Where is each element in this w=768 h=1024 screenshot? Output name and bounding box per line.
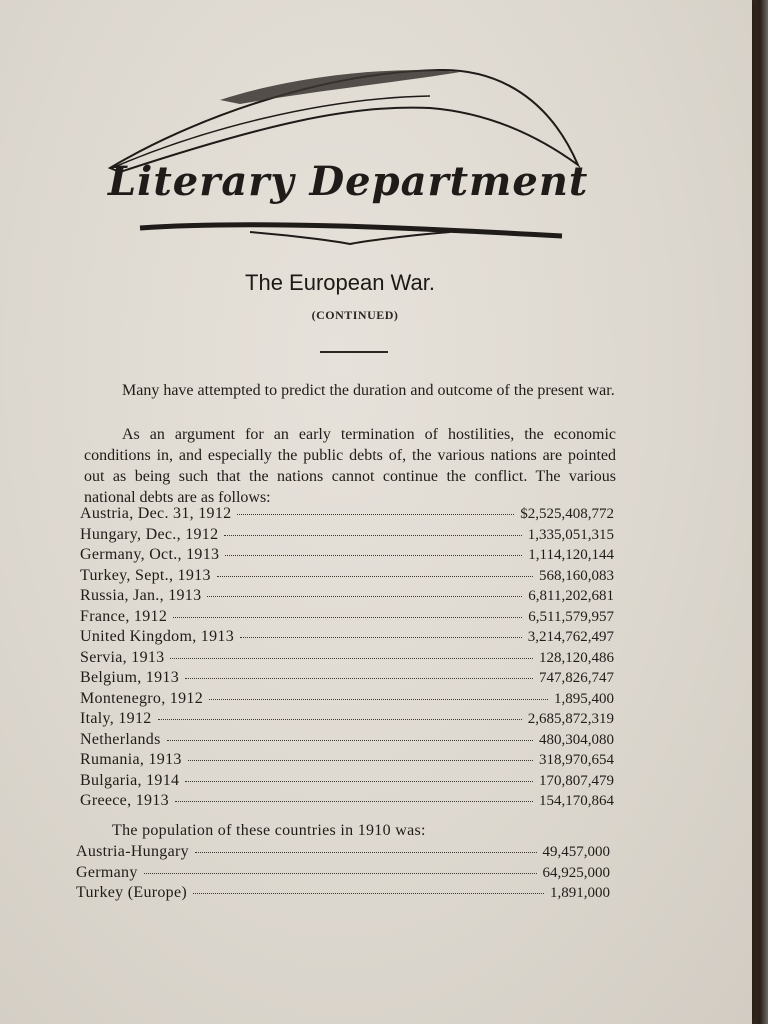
- intro-paragraph: Many have attempted to predict the duration and outcome of the present war.: [122, 382, 615, 399]
- debt-country: Montenegro, 1912: [80, 689, 204, 707]
- debt-row: [80, 546, 614, 567]
- debt-country: Russia, Jan., 1913: [80, 587, 202, 604]
- debt-country: Germany, Oct., 1913: [80, 546, 220, 563]
- population-row: [76, 864, 610, 885]
- quill-pen-illustration: [100, 60, 600, 250]
- national-debts-list: [80, 505, 614, 813]
- debt-amount: 480,304,080: [539, 731, 614, 748]
- debt-row: [80, 731, 614, 752]
- debt-amount: 318,970,654: [539, 752, 614, 768]
- article-title: The European War.: [245, 270, 435, 295]
- debt-row: [80, 567, 614, 588]
- debt-amount: 3,214,762,497: [527, 629, 614, 645]
- population-row: [76, 884, 610, 905]
- leader-dots: [175, 801, 533, 802]
- leader-dots: [217, 576, 533, 577]
- leader-dots: [209, 699, 548, 700]
- population-country: Austria-Hungary: [76, 843, 189, 860]
- leader-dots: [185, 781, 533, 782]
- debt-country: France, 1912: [80, 607, 168, 625]
- debt-row: [80, 628, 614, 649]
- debt-country: Bulgaria, 1914: [80, 771, 180, 789]
- debt-row: [80, 772, 614, 793]
- debt-country: Turkey, Sept., 1913: [80, 566, 211, 584]
- masthead-text: Literary Department: [108, 158, 589, 205]
- leader-dots: [207, 596, 522, 597]
- debt-row: [80, 751, 614, 772]
- leader-dots: [195, 852, 537, 853]
- literary-department-masthead: [108, 158, 608, 218]
- debt-amount: 170,807,479: [539, 772, 614, 789]
- population-amount: 49,457,000: [542, 844, 610, 860]
- debt-country: Greece, 1913: [80, 792, 169, 809]
- leader-dots: [193, 893, 544, 894]
- debt-country: Austria, Dec. 31, 1912: [80, 505, 232, 522]
- leader-dots: [185, 678, 533, 679]
- debt-amount: 2,685,872,319: [527, 711, 614, 727]
- argument-paragraph: As an argument for an early termination of hostilities, the economic conditions in, and especially the public debts of, the various nations are pointed out as being such that the nations cannot continue the conflict. The various national debts are as follows:: [84, 426, 616, 506]
- debt-amount: 1,335,051,315: [527, 526, 614, 543]
- debt-row: [80, 669, 614, 690]
- debt-amount: 6,511,579,957: [528, 608, 614, 625]
- debt-row: [80, 690, 614, 711]
- population-country: Turkey (Europe): [76, 884, 187, 901]
- leader-dots: [144, 873, 537, 874]
- debt-row: [80, 792, 614, 813]
- population-list: [76, 843, 610, 905]
- debt-amount: 1,895,400: [554, 690, 614, 707]
- debt-country: Hungary, Dec., 1912: [80, 525, 219, 543]
- leader-dots: [224, 535, 521, 536]
- debt-country: Rumania, 1913: [80, 751, 182, 768]
- debt-country: Italy, 1912: [80, 710, 152, 727]
- debt-amount: 6,811,202,681: [528, 588, 614, 604]
- population-country: Germany: [76, 863, 138, 881]
- leader-dots: [188, 760, 533, 761]
- debt-row: [80, 710, 614, 731]
- leader-dots: [240, 637, 522, 638]
- leader-dots: [225, 555, 522, 556]
- leader-dots: [170, 658, 533, 659]
- debt-country: United Kingdom, 1913: [80, 628, 234, 645]
- debt-amount: 568,160,083: [539, 567, 614, 584]
- leader-dots: [167, 740, 533, 741]
- leader-dots: [237, 514, 514, 515]
- debt-row: [80, 608, 614, 629]
- population-intro: The population of these countries in 1910 was:: [112, 822, 426, 839]
- debt-amount: $2,525,408,772: [520, 506, 614, 522]
- debt-country: Netherlands: [80, 730, 161, 748]
- population-row: [76, 843, 610, 864]
- title-divider: [320, 351, 388, 353]
- article-subtitle: (CONTINUED): [311, 308, 399, 322]
- debt-country: Belgium, 1913: [80, 669, 180, 686]
- population-amount: 1,891,000: [550, 885, 610, 901]
- leader-dots: [158, 719, 522, 720]
- debt-row: [80, 587, 614, 608]
- debt-amount: 747,826,747: [539, 670, 614, 686]
- debt-amount: 128,120,486: [539, 649, 614, 666]
- debt-row: [80, 649, 614, 670]
- debt-amount: 154,170,864: [539, 793, 614, 809]
- debt-row: [80, 505, 614, 526]
- debt-amount: 1,114,120,144: [528, 547, 614, 563]
- debt-country: Servia, 1913: [80, 648, 165, 666]
- leader-dots: [173, 617, 522, 618]
- debt-row: [80, 526, 614, 547]
- population-amount: 64,925,000: [542, 864, 610, 881]
